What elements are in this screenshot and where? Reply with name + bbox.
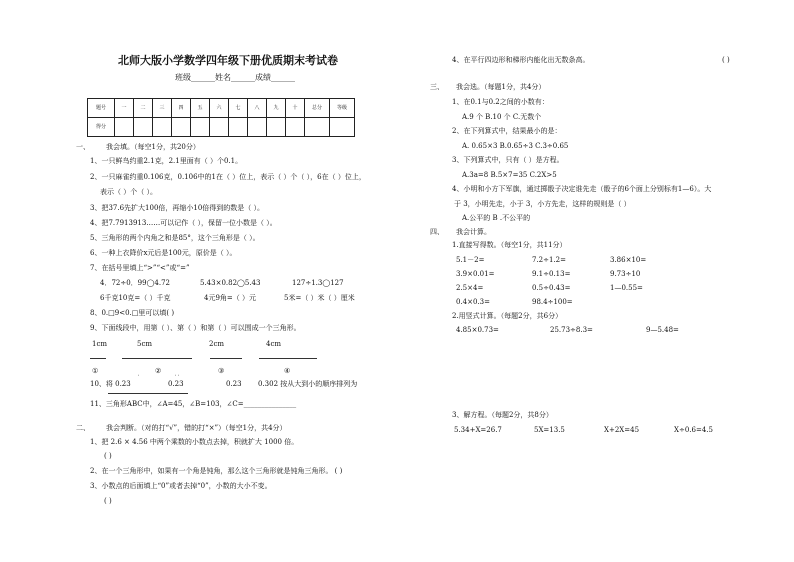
table-cell: 一 [115, 99, 134, 118]
score-input-cell[interactable] [305, 118, 330, 137]
subsection-title: 1.直接写得数。（每空1分，共11分） [452, 241, 567, 249]
score-table [87, 98, 355, 137]
question-text: 4、小明和小方下军旗，通过掷骰子决定谁先走（骰子的6个面上分别标有1—6）。大 [452, 185, 712, 193]
section-number: 四、 [430, 228, 444, 236]
question-text: 10、将 0.23 [90, 380, 131, 388]
question-text: 于 3，小明先走，小于 3，小方先走，这样的规则是（ ） [454, 200, 631, 208]
question-text: 8、0.□9<0.□里可以填( ) [90, 309, 175, 317]
calc-item: 9—5.48= [646, 326, 679, 334]
choice-options: A. 0.65×3 B.0.65÷3 C.3÷0.65 [462, 142, 569, 150]
answer-line[interactable] [108, 393, 188, 394]
question-text: 2、在一个三角形中，如果有一个角是钝角，那么这个三角形就是钝角三角形。 ( ) [90, 467, 343, 475]
compare-item: 5.43×0.82◯5.43 [200, 279, 261, 287]
calc-item: 0.4×0.3= [456, 298, 490, 306]
table-cell: 八 [248, 99, 267, 118]
calc-item: 3.86×10= [610, 256, 647, 264]
question-text: 4、在平行四边形和梯形内能化出无数条高。 [452, 56, 590, 64]
score-input-cell[interactable] [115, 118, 134, 137]
calc-item: 1—0.55= [610, 284, 643, 292]
unit-conversion-item: 5米=（ ）米（ ）厘米 [284, 294, 355, 302]
unit-conversion-item: 4元9角=（ ）元 [204, 294, 256, 302]
calc-item: 4.85×0.73= [456, 326, 499, 334]
question-text: 4、把7.7913913……可以记作（ ），保留一位小数是（ ）。 [90, 219, 277, 227]
table-cell: 六 [210, 99, 229, 118]
score-input-cell[interactable] [286, 118, 305, 137]
question-text: 1、在0.1与0.2之间的小数有： [452, 98, 549, 106]
score-input-cell[interactable] [229, 118, 248, 137]
table-cell: 题号 [88, 99, 115, 118]
line-segment-3 [210, 358, 242, 359]
subsection-title: 3、解方程。（每题2分，共8分） [452, 411, 553, 419]
segment-length-label: 4cm [266, 340, 282, 348]
section-number: 三、 [430, 83, 444, 91]
table-cell: 得分 [88, 118, 115, 137]
calc-item: 3.9×0.01= [456, 270, 495, 278]
score-input-cell[interactable] [172, 118, 191, 137]
score-input-cell[interactable] [191, 118, 210, 137]
table-cell: 等级 [330, 99, 355, 118]
equation-item: 5.34+X=26.7 [454, 426, 502, 434]
question-text: 7、在括号里填上“>”“<”或“=” [90, 264, 190, 272]
calc-item: 0.5÷0.43= [532, 284, 571, 292]
score-input-cell[interactable] [210, 118, 229, 137]
subsection-title: 2.用竖式计算。（每题2分，共6分） [452, 312, 563, 320]
segment-length-label: 2cm [209, 340, 225, 348]
table-cell: 二 [134, 99, 153, 118]
calc-item: 9.73÷10 [610, 270, 641, 278]
choice-options: A.公平的 B .不公平的 [462, 214, 531, 222]
score-table-header-row [88, 99, 355, 118]
section-number: 二、 [76, 424, 90, 432]
score-input-cell[interactable] [248, 118, 267, 137]
segment-length-label: 5cm [137, 340, 153, 348]
question-text: 9、下面线段中，用第（ ）、第（ ）和第（ ）可以围成一个三角形。 [90, 324, 301, 332]
table-cell: 总分 [305, 99, 330, 118]
answer-bracket[interactable]: ( ) [104, 452, 112, 460]
compare-item: 127÷1.3◯127 [292, 279, 344, 287]
equation-item: 5X=13.5 [534, 426, 565, 434]
table-cell: 十 [286, 99, 305, 118]
section-title: 我会选。（每题1分，共4分） [456, 83, 546, 91]
student-info-line: 班级______姓名______成绩______ [175, 73, 295, 82]
calc-item: 5.1－2= [456, 256, 485, 264]
question-text: 1、一只鲜鸟约重2.1克，2.1里面有（ ）个0.1。 [90, 157, 243, 165]
table-cell: 五 [191, 99, 210, 118]
question-text: 2、在下列算式中，结果最小的是： [452, 127, 562, 135]
line-segment-4 [259, 358, 317, 359]
question-text: 5、三角形的两个内角之和是85°，这个三角形是（ ）。 [90, 234, 260, 242]
compare-item: 4．72÷0．99◯4.72 [100, 279, 171, 287]
unit-conversion-item: 6千克10克=（ ）千克 [100, 294, 171, 302]
question-text: 3、下列算式中，只有（ ）是方程。 [452, 156, 564, 164]
calc-item: 9.1÷0.13= [532, 270, 571, 278]
decimal-value: 0.23 [226, 380, 242, 388]
score-input-cell[interactable] [330, 118, 355, 137]
answer-bracket[interactable]: ( ) [722, 56, 730, 64]
calc-item: 25.73÷8.3= [550, 326, 593, 334]
decimal-value: 0.23 [168, 380, 184, 388]
calc-item: 2.5×4= [456, 284, 484, 292]
segment-number: ① [92, 367, 99, 375]
question-text: 0.302 按从大到小的顺序排列为 [258, 380, 358, 388]
line-segment-2 [122, 358, 192, 359]
choice-options: A.9 个 B.10 个 C.无数个 [462, 113, 542, 121]
table-cell: 三 [153, 99, 172, 118]
segment-number: ③ [218, 367, 225, 375]
answer-bracket[interactable]: ( ) [104, 497, 112, 505]
question-text: 1、把 2.6 × 4.56 中两个乘数的小数点去掉，积就扩大 1000 倍。 [90, 438, 299, 446]
question-text: 3、把37.6先扩大100倍，再缩小10倍得到的数是（ ）。 [90, 204, 265, 212]
equation-item: X+2X=45 [604, 426, 640, 434]
equation-item: X÷0.6=4.5 [674, 426, 713, 434]
table-cell: 九 [267, 99, 286, 118]
page-title: 北师大版小学数学四年级下册优质期末考试卷 [118, 54, 338, 67]
question-text: 6、一种上衣降价x元后是100元，原价是（ ）。 [90, 249, 237, 257]
section-number: 一、 [76, 143, 90, 151]
section-title: 我会计算。 [456, 228, 491, 236]
segment-length-label: 1cm [92, 340, 108, 348]
choice-options: A.3a=8 B.5×7=35 C.2X>5 [462, 171, 557, 179]
table-cell: 四 [172, 99, 191, 118]
calc-item: 98.4÷100= [532, 298, 573, 306]
question-text: 11、三角形ABC中，∠A=45，∠B=103，∠C=_______________ [90, 400, 297, 408]
score-input-cell[interactable] [134, 118, 153, 137]
repeating-dot-icon: ˙˙ [174, 375, 180, 382]
score-input-cell[interactable] [267, 118, 286, 137]
question-text: 表示（ ）个（ ）。 [100, 188, 157, 196]
segment-number: ② [155, 367, 162, 375]
line-segment-1 [90, 358, 106, 359]
repeating-dot-icon: ˙ [137, 375, 140, 382]
question-text: 3、小数点的后面填上“0”或者去掉“0”，小数的大小不变。 [90, 482, 272, 490]
section-title: 我会判断。（对的打“√”，错的打“×”）（每空1分，共4分） [106, 424, 287, 432]
calc-item: 7.2÷1.2= [532, 256, 566, 264]
score-table-score-row [88, 118, 355, 137]
section-title: 我会填。（每空1分，共20分） [106, 143, 200, 151]
table-cell: 七 [229, 99, 248, 118]
segment-number: ④ [284, 367, 291, 375]
score-input-cell[interactable] [153, 118, 172, 137]
question-text: 2、一只麻雀约重0.106克，0.106中的1在（ ）位上，表示（ ）个（ ），6在（ ）位上， [90, 173, 366, 181]
